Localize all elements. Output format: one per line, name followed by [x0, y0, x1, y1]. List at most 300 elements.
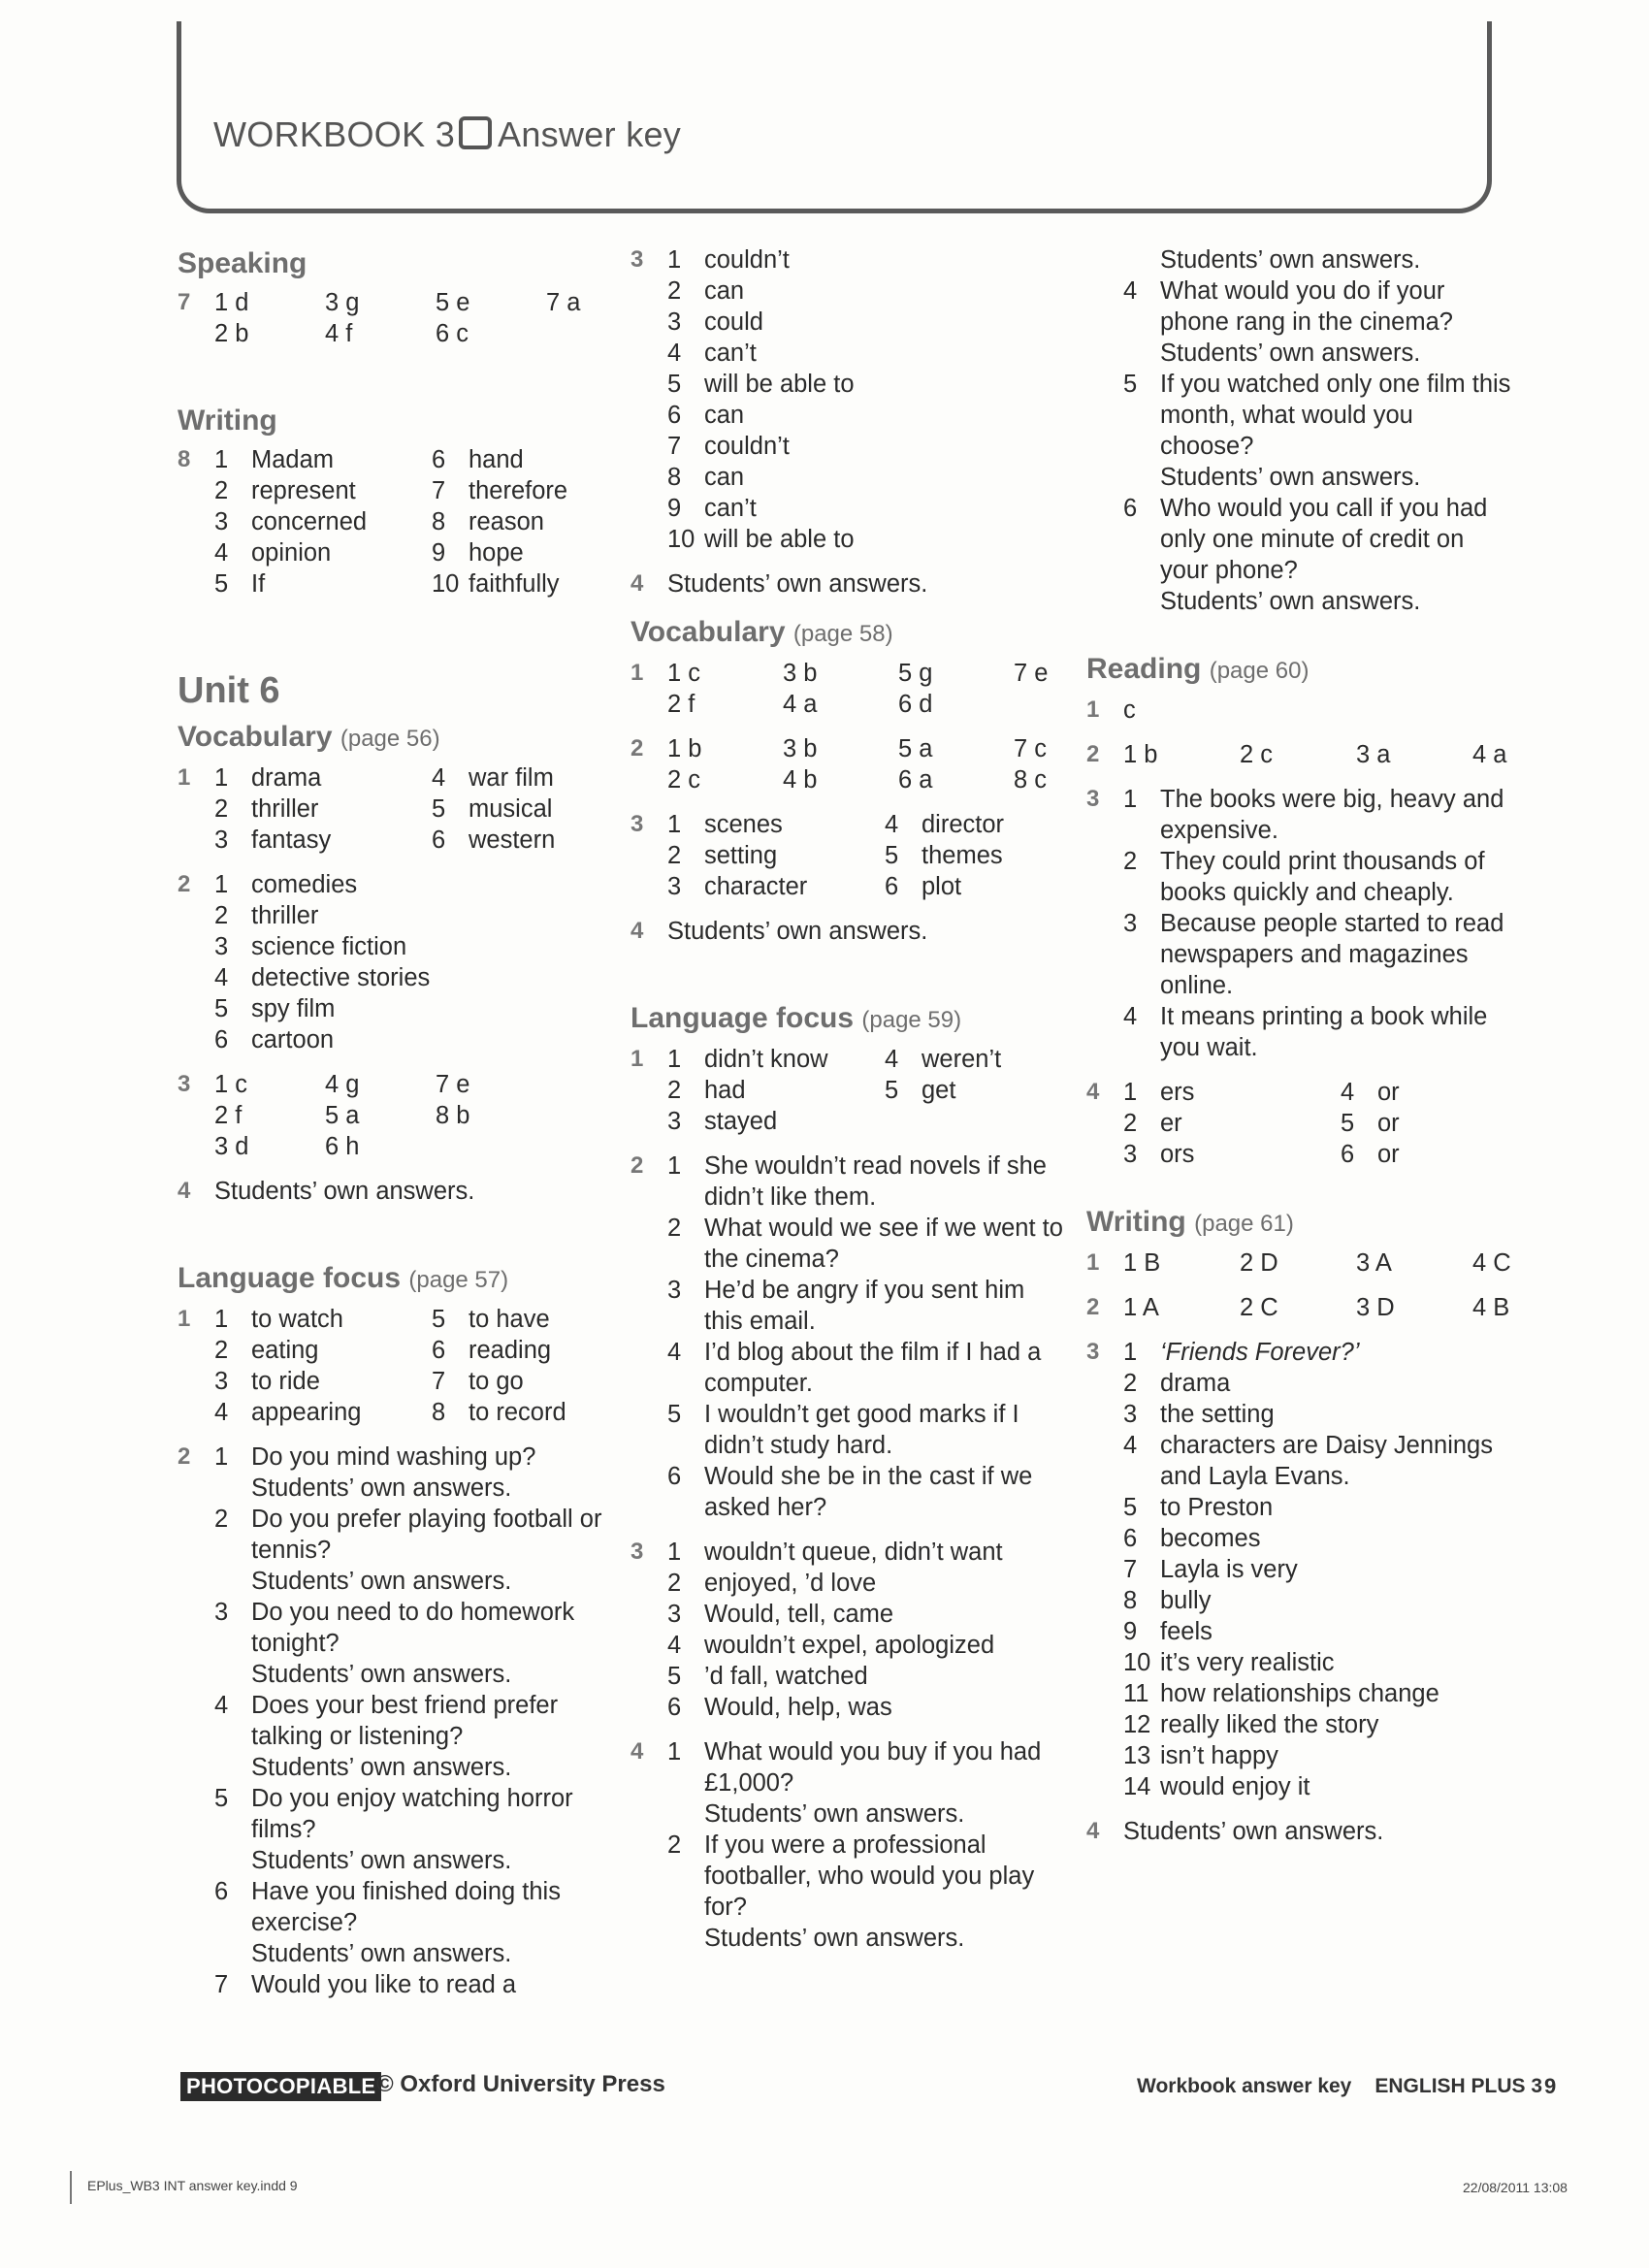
item-number: 4	[1341, 1079, 1355, 1106]
answer: to have	[469, 1306, 550, 1333]
item-number: 2	[667, 277, 682, 305]
answer-grid	[1123, 1292, 1550, 1323]
answer: 3 b	[783, 660, 818, 687]
answer: or	[1377, 1079, 1400, 1106]
answer: 3 d	[214, 1133, 249, 1160]
answer: I’d blog about the film if I had a computer.	[704, 1339, 1042, 1397]
exercise	[178, 444, 604, 599]
answer: to ride	[251, 1368, 320, 1395]
answer: will be able to	[704, 526, 855, 553]
item-number: 4	[214, 1692, 229, 1719]
item-number: 9	[432, 539, 446, 567]
answer: how relationships change	[1160, 1680, 1439, 1707]
exercise	[178, 287, 604, 349]
item-number: 4	[214, 539, 229, 567]
answer: drama	[251, 764, 322, 792]
exercise-number: 3	[630, 811, 644, 837]
item-number: 4	[214, 1399, 229, 1426]
item-number: 5	[214, 1785, 229, 1812]
item-number: 3	[214, 1368, 229, 1395]
item-number: 6	[214, 1026, 229, 1053]
slug-divider	[70, 2171, 72, 2204]
answer: fantasy	[251, 826, 332, 854]
unit-heading: Unit 6	[178, 670, 280, 711]
answer: 7 a	[546, 289, 581, 316]
answer: Layla is very	[1160, 1556, 1298, 1583]
answer: reading	[469, 1337, 552, 1364]
item-number: 2	[1123, 848, 1138, 875]
exercise-number: 1	[630, 1046, 644, 1072]
answer: 4 g	[325, 1071, 360, 1098]
answer: thriller	[251, 795, 319, 823]
item-number: 8	[432, 1399, 446, 1426]
answer: 3 A	[1356, 1249, 1392, 1277]
answer: can	[704, 402, 745, 429]
answer: Students’ own answers.	[1160, 340, 1421, 367]
answer: feels	[1160, 1618, 1212, 1645]
answer: 1 A	[1123, 1294, 1159, 1321]
answer-list	[667, 1537, 1067, 1723]
item-number: 7	[432, 1368, 446, 1395]
workbook-label: WORKBOOK 3	[213, 114, 456, 154]
question: Would you like to read a	[251, 1971, 517, 1998]
answer: plot	[922, 873, 962, 900]
exercise	[178, 1442, 604, 2000]
answer: She wouldn’t read novels if she didn’t like them.	[704, 1152, 1047, 1211]
question: What would you do if your phone rang in the cinema?	[1160, 277, 1453, 336]
answer: western	[469, 826, 556, 854]
answer: didn’t know	[704, 1046, 828, 1073]
page-ref: (page 57)	[408, 1267, 509, 1293]
answer: couldn’t	[704, 433, 790, 460]
item-number: 7	[667, 433, 682, 460]
publisher: © Oxford University Press	[376, 2071, 665, 2097]
section-title	[178, 718, 604, 759]
answer: ors	[1160, 1141, 1195, 1168]
exercise	[1086, 1077, 1513, 1170]
section-name: Writing	[1086, 1206, 1186, 1238]
item-number: 1	[214, 1443, 229, 1471]
footer-book-title: ENGLISH PLUS 3	[1374, 2075, 1543, 2097]
answer: themes	[922, 842, 1003, 869]
column-1	[178, 244, 604, 2014]
answer: Students’ own answers.	[1123, 1818, 1384, 1845]
item-number: 1	[214, 1306, 229, 1333]
item-number: 13	[1123, 1742, 1151, 1769]
exercise	[630, 1736, 1067, 1954]
item-number: 5	[885, 842, 899, 869]
item-number: 3	[1123, 910, 1138, 937]
exercise-number: 1	[630, 660, 644, 686]
item-number: 2	[214, 477, 229, 504]
item-number: 1	[1123, 786, 1138, 813]
answer: director	[922, 811, 1005, 838]
answer: get	[922, 1077, 956, 1104]
item-number: 14	[1123, 1773, 1151, 1800]
section-title	[1086, 1203, 1513, 1244]
answer-list	[1123, 784, 1513, 1063]
answer-grid	[667, 733, 1091, 795]
answer: can’t	[704, 340, 757, 367]
exercise-number: 3	[1086, 1339, 1100, 1365]
answer: 8 b	[436, 1102, 470, 1129]
answer: isn’t happy	[1160, 1742, 1278, 1769]
answer-grid	[214, 762, 604, 856]
footer-key: Workbook answer key	[1137, 2075, 1352, 2097]
answer: 4 a	[783, 691, 818, 718]
answer-grid	[667, 1044, 1067, 1137]
answer: spy film	[251, 995, 336, 1022]
answer: Students’ own answers.	[214, 1178, 475, 1205]
item-number: 6	[432, 826, 446, 854]
item-number: 8	[667, 464, 682, 491]
column-3	[1086, 244, 1513, 1861]
answer: therefore	[469, 477, 568, 504]
item-number: 2	[1123, 1110, 1138, 1137]
answer: c	[1123, 697, 1136, 724]
answer: concerned	[251, 508, 368, 535]
item-number: 7	[214, 1971, 229, 1998]
answer: characters are Daisy Jennings and Layla Evans.	[1160, 1432, 1493, 1490]
answer: Madam	[251, 446, 335, 473]
item-number: 1	[214, 871, 229, 898]
answer: 4 b	[783, 766, 818, 794]
item-number: 7	[1123, 1556, 1138, 1583]
item-number: 2	[214, 1337, 229, 1364]
answer: or	[1377, 1110, 1400, 1137]
answer-list	[1123, 244, 1513, 617]
item-number: 5	[432, 795, 446, 823]
exercise-number: 2	[1086, 741, 1100, 767]
answer: hand	[469, 446, 524, 473]
item-number: 5	[667, 371, 682, 398]
item-number: 5	[885, 1077, 899, 1104]
answer: He’d be angry if you sent him this email.	[704, 1277, 1025, 1335]
answer: weren’t	[922, 1046, 1002, 1073]
exercise	[630, 916, 1067, 947]
item-number: 3	[667, 1108, 682, 1135]
item-number: 4	[214, 964, 229, 991]
item-number: 8	[1123, 1587, 1138, 1614]
item-number: 3	[1123, 1141, 1138, 1168]
item-number: 1	[667, 811, 682, 838]
section-name: Vocabulary	[178, 721, 333, 753]
section-title: Speaking	[178, 247, 307, 279]
exercise-number: 4	[630, 570, 644, 597]
exercise	[178, 762, 604, 856]
section-title	[1086, 650, 1513, 691]
answer: thriller	[251, 902, 319, 929]
item-number: 6	[885, 873, 899, 900]
question: If you were a professional footballer, who would you play for?	[704, 1831, 1035, 1921]
item-number: 5	[214, 570, 229, 598]
answer: could	[704, 308, 763, 336]
question: Who would you call if you had only one minute of credit on your phone?	[1160, 495, 1488, 584]
answer: I wouldn’t get good marks if I didn’t study hard.	[704, 1401, 1019, 1459]
answer: Students’ own answers.	[251, 1940, 512, 1967]
answer: 3 g	[325, 289, 360, 316]
section-name: Language focus	[178, 1262, 402, 1294]
answer-grid	[1123, 1247, 1550, 1279]
answer-key-label: Answer key	[498, 114, 682, 154]
answer: or	[1377, 1141, 1400, 1168]
exercise-number: 3	[630, 246, 644, 273]
page-ref: (page 61)	[1194, 1211, 1294, 1237]
answer-list	[214, 1442, 604, 2000]
answer: stayed	[704, 1108, 778, 1135]
exercise	[178, 1069, 604, 1162]
exercise	[1086, 1292, 1513, 1323]
exercise-number: 1	[1086, 1249, 1100, 1276]
answer: faithfully	[469, 570, 560, 598]
exercise-number: 2	[1086, 1294, 1100, 1320]
item-number: 9	[667, 495, 682, 522]
item-number: 5	[1341, 1110, 1355, 1137]
question: Do you prefer playing football or tennis?	[251, 1506, 602, 1564]
page-ref: (page 59)	[861, 1007, 962, 1033]
exercise	[630, 658, 1067, 720]
item-number: 6	[667, 1463, 682, 1490]
item-number: 4	[667, 1339, 682, 1366]
answer: Because people started to read newspapers and magazines online.	[1160, 910, 1504, 999]
item-number: 5	[432, 1306, 446, 1333]
answer: becomes	[1160, 1525, 1261, 1552]
question: Do you mind washing up?	[251, 1443, 536, 1471]
item-number: 6	[1341, 1141, 1355, 1168]
item-number: 2	[667, 1570, 682, 1597]
answer: 2 c	[1240, 741, 1274, 768]
item-number: 1	[667, 1539, 682, 1566]
exercise-number: 4	[630, 918, 644, 944]
answer: it’s very realistic	[1160, 1649, 1335, 1676]
answer: hope	[469, 539, 524, 567]
item-number: 1	[1123, 1079, 1138, 1106]
item-number: 8	[432, 508, 446, 535]
answer: 3 b	[783, 735, 818, 762]
item-number: 4	[1123, 277, 1138, 305]
question: Do you enjoy watching horror films?	[251, 1785, 573, 1843]
item-number: 1	[667, 1152, 682, 1180]
answer: bully	[1160, 1587, 1212, 1614]
exercise-number: 1	[178, 1306, 191, 1332]
answer: 7 c	[1014, 735, 1048, 762]
answer: the setting	[1160, 1401, 1275, 1428]
item-number: 5	[214, 995, 229, 1022]
answer: It means printing a book while you wait.	[1160, 1003, 1488, 1061]
exercise-number: 2	[630, 735, 644, 761]
answer-list	[214, 869, 604, 1055]
answer: wouldn’t queue, didn’t want	[704, 1539, 1003, 1566]
answer: 6 a	[898, 766, 933, 794]
answer: 4 C	[1472, 1249, 1511, 1277]
answer: appearing	[251, 1399, 362, 1426]
item-number: 3	[667, 873, 682, 900]
answer: 7 e	[1014, 660, 1049, 687]
answer: 1 b	[667, 735, 702, 762]
answer: to go	[469, 1368, 524, 1395]
answer-grid	[214, 287, 604, 349]
answer: can	[704, 464, 745, 491]
item-number: 1	[214, 764, 229, 792]
answer: can’t	[704, 495, 757, 522]
answer: Students’ own answers.	[667, 570, 928, 598]
exercise	[630, 1150, 1067, 1523]
exercise	[630, 244, 1067, 555]
answer: If	[251, 570, 266, 598]
answer: Students’ own answers.	[251, 1754, 512, 1781]
answer: Students’ own answers.	[1160, 246, 1421, 274]
answer: eating	[251, 1337, 319, 1364]
page-title	[213, 114, 681, 155]
item-number: 4	[667, 340, 682, 367]
item-number: 4	[432, 764, 446, 792]
item-number: 4	[885, 1046, 899, 1073]
answer: 5 a	[898, 735, 933, 762]
item-number: 10	[1123, 1649, 1151, 1676]
exercise-number: 4	[1086, 1079, 1100, 1105]
exercise	[178, 1304, 604, 1428]
item-number: 4	[667, 1632, 682, 1659]
answer: What would we see if we went to the cinema?	[704, 1215, 1063, 1273]
column-2	[630, 244, 1067, 1967]
answer-list	[667, 1150, 1067, 1523]
item-number: 6	[432, 446, 446, 473]
item-number: 6	[214, 1878, 229, 1905]
answer: 2 f	[214, 1102, 242, 1129]
answer: 5 e	[436, 289, 470, 316]
item-number: 2	[667, 1077, 682, 1104]
exercise-number: 3	[1086, 786, 1100, 812]
item-number: 6	[1123, 1525, 1138, 1552]
answer: represent	[251, 477, 356, 504]
page-ref: (page 60)	[1209, 658, 1310, 684]
exercise-number: 4	[630, 1738, 644, 1765]
section-name: Reading	[1086, 653, 1202, 685]
answer: 3 D	[1356, 1294, 1395, 1321]
answer: science fiction	[251, 933, 407, 960]
item-number: 3	[667, 1277, 682, 1304]
answer-list	[667, 1736, 1067, 1954]
exercise-number: 3	[630, 1539, 644, 1565]
question: Does your best friend prefer talking or listening?	[251, 1692, 559, 1750]
answer-list	[667, 244, 1067, 555]
answer: really liked the story	[1160, 1711, 1379, 1738]
item-number: 1	[667, 246, 682, 274]
answer: 2 C	[1240, 1294, 1278, 1321]
footer-book	[1137, 2075, 1542, 2098]
answer: drama	[1160, 1370, 1231, 1397]
answer: Would, help, was	[704, 1694, 892, 1721]
answer: had	[704, 1077, 746, 1104]
answer: would enjoy it	[1160, 1773, 1310, 1800]
answer: 1 b	[1123, 741, 1158, 768]
answer: to record	[469, 1399, 566, 1426]
exercise	[630, 809, 1067, 902]
answer: couldn’t	[704, 246, 790, 274]
answer: to Preston	[1160, 1494, 1274, 1521]
exercise	[630, 1537, 1067, 1723]
exercise-number: 2	[178, 1443, 191, 1470]
item-number: 4	[1123, 1003, 1138, 1030]
exercise	[1086, 695, 1513, 726]
exercise	[1086, 1337, 1513, 1802]
answer: 2 f	[667, 691, 695, 718]
page-number: 9	[1544, 2074, 1557, 2098]
answer: 6 h	[325, 1133, 360, 1160]
exercise	[1086, 739, 1513, 770]
answer: 4 B	[1472, 1294, 1510, 1321]
item-number: 1	[214, 446, 229, 473]
exercise	[630, 1044, 1067, 1137]
item-number: 1	[1123, 1339, 1138, 1366]
item-number: 5	[1123, 371, 1138, 398]
item-number: 2	[214, 902, 229, 929]
answer: 3 a	[1356, 741, 1391, 768]
answer-grid	[214, 1069, 604, 1162]
answer: 1 c	[667, 660, 701, 687]
item-number: 6	[667, 402, 682, 429]
answer: 2 c	[667, 766, 701, 794]
answer: They could print thousands of books quickly and cheaply.	[1160, 848, 1485, 906]
question: If you watched only one film this month, what would you choose?	[1160, 371, 1511, 460]
answer: wouldn’t expel, apologized	[704, 1632, 995, 1659]
item-number: 3	[214, 1599, 229, 1626]
answer: 2 D	[1240, 1249, 1278, 1277]
answer: will be able to	[704, 371, 855, 398]
answer: comedies	[251, 871, 358, 898]
exercise	[178, 1176, 604, 1207]
answer-grid	[214, 1304, 604, 1428]
item-number: 5	[1123, 1494, 1138, 1521]
item-number: 2	[214, 795, 229, 823]
answer: Students’ own answers.	[251, 1474, 512, 1502]
answer: Students’ own answers.	[251, 1847, 512, 1874]
answer: Would she be in the cast if we asked her?	[704, 1463, 1033, 1521]
answer: 7 e	[436, 1071, 470, 1098]
answer: Students’ own answers.	[704, 1800, 965, 1828]
item-number: 10	[432, 570, 460, 598]
exercise	[1086, 1247, 1513, 1279]
question: What would you buy if you had £1,000?	[704, 1738, 1042, 1797]
exercise-number: 1	[1086, 697, 1100, 723]
item-number: 5	[667, 1663, 682, 1690]
exercise-number: 2	[178, 871, 191, 897]
exercise-number: 3	[178, 1071, 191, 1097]
item-number: 3	[1123, 1401, 1138, 1428]
section-title	[630, 613, 1067, 654]
item-number: 7	[432, 477, 446, 504]
item-number: 4	[1123, 1432, 1138, 1459]
answer: war film	[469, 764, 554, 792]
exercise	[178, 869, 604, 1055]
section-name: Vocabulary	[630, 616, 786, 648]
item-number: 1	[667, 1046, 682, 1073]
answer: 6 d	[898, 691, 933, 718]
photocopiable-badge: PHOTOCOPIABLE	[180, 2072, 381, 2101]
item-number: 3	[214, 508, 229, 535]
exercise	[1086, 244, 1513, 617]
exercise-number: 2	[630, 1152, 644, 1179]
item-number: 2	[667, 1215, 682, 1242]
answer: 8 c	[1014, 766, 1048, 794]
item-number: 2	[1123, 1370, 1138, 1397]
answer: to watch	[251, 1306, 343, 1333]
page-ref: (page 58)	[792, 621, 893, 647]
exercise	[1086, 784, 1513, 1063]
answer: opinion	[251, 539, 332, 567]
answer: ‘Friends Forever?’	[1160, 1339, 1360, 1366]
answer-grid	[1123, 739, 1550, 770]
